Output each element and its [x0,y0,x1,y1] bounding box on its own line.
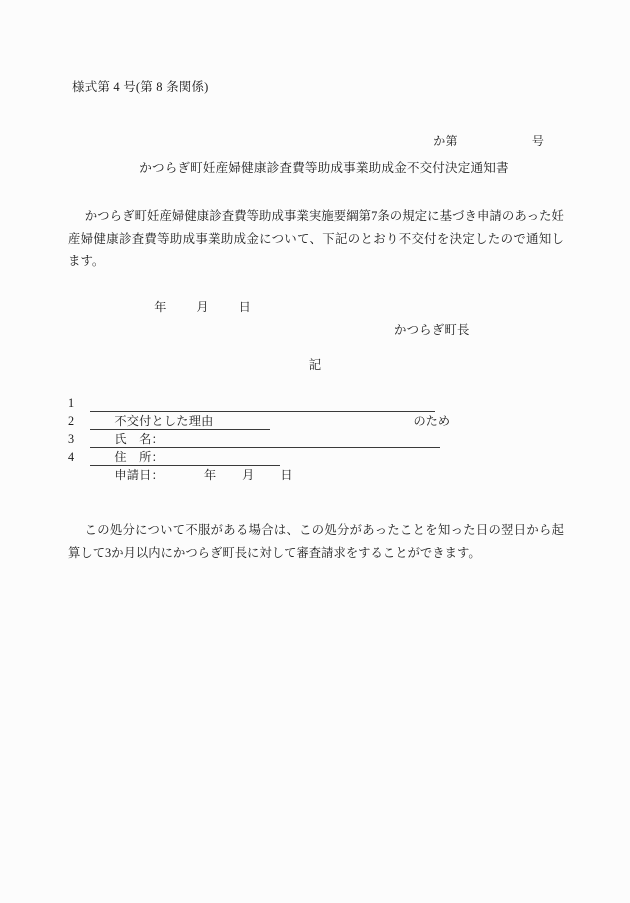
item-reason-field[interactable] [90,394,451,428]
list-item [68,448,568,482]
document-title: かつらぎ町妊産婦健康診査費等助成事業助成金不交付決定通知書 [139,161,509,175]
item-number: 3 [68,432,75,446]
item-address-field[interactable] [90,430,440,464]
issue-date-month: 月 [196,300,209,314]
issue-date-day: 日 [238,300,251,314]
issue-date-year: 年 [154,300,167,314]
body-paragraph: かつらぎ町妊産婦健康診査費等助成事業実施要綱第7条の規定に基づき申請のあった妊産婦健康診査費等助成事業助成金について、下記のとおり不交付を決定したので通知します。 [68,209,564,268]
item-application-date-year: 年 [203,468,217,482]
item-name-label: 氏 名： [114,432,164,446]
issue-date-line [142,283,251,330]
closing-paragraph: この処分について不服がある場合は、この処分があったことを知った日の翌日から起算して3か月以内にかつらぎ町長に対して審査請求をすることができます。 [68,523,564,560]
item-application-date-month: 月 [242,468,255,482]
item-application-date-label: 申請日： [114,468,164,482]
list-item [68,412,568,446]
list-item [68,394,568,428]
signatory-name: かつらぎ町長 [394,323,470,337]
item-reason-label: 不交付とした理由 [114,414,214,428]
item-number: 2 [68,414,75,428]
item-number: 1 [68,396,75,410]
item-application-date-field[interactable] [90,448,293,482]
item-reason-trailing: のため [413,414,451,428]
numbered-items-list [68,394,568,482]
list-item [68,430,568,464]
form-number-label: 様式第 4 号(第 8 条関係) [72,80,209,94]
document-number-suffix: 号 [531,134,545,148]
document-number-prefix: か第 [433,134,458,148]
ki-marker: 記 [308,358,322,372]
item-application-date-day: 日 [280,468,293,482]
item-address-label: 住 所： [114,450,164,464]
item-number: 4 [68,450,75,464]
item-name-field[interactable] [90,412,270,446]
